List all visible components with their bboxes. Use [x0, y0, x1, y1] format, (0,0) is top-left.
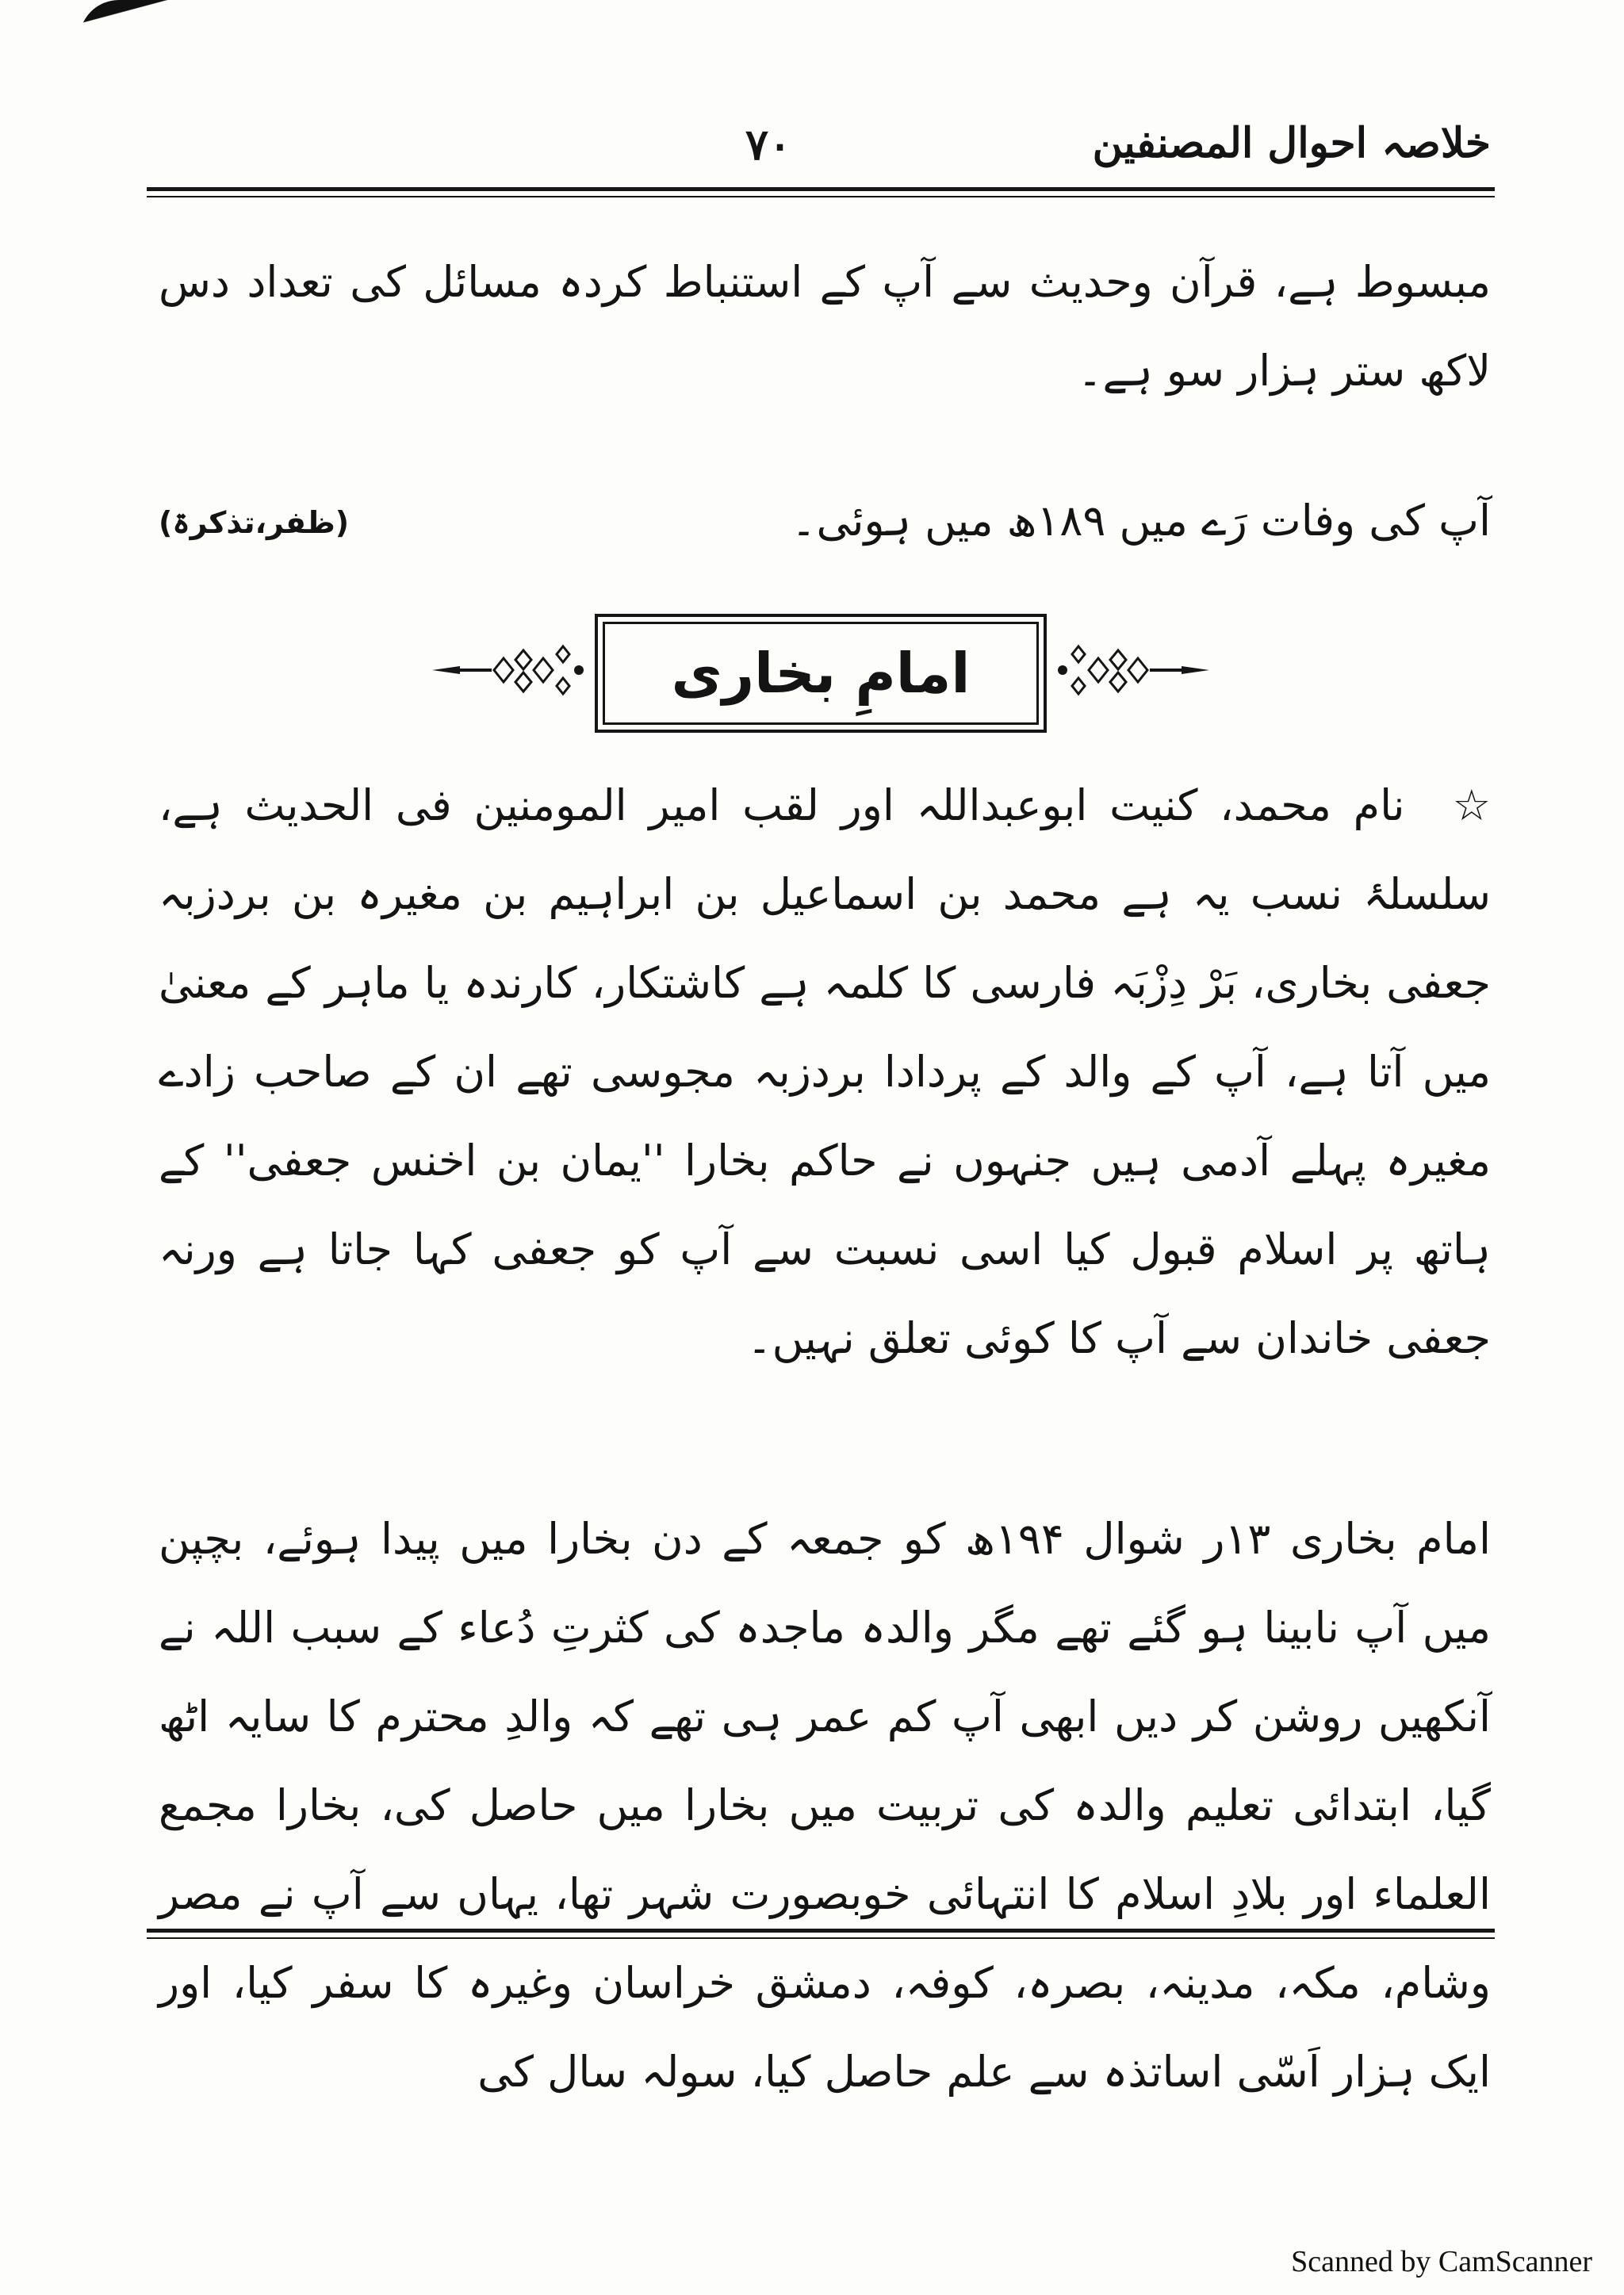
heading-title: امامِ بخاری	[671, 641, 971, 706]
page-header	[151, 119, 1491, 182]
heading-frame-inner	[603, 622, 1039, 725]
section-heading	[428, 603, 1221, 761]
page-number: ۷۰	[745, 119, 792, 170]
heading-frame	[595, 614, 1047, 733]
death-line	[159, 488, 1491, 567]
paragraph-masail: مبسوط ہے، قرآن وحدیث سے آپ کے استنباط کردہ مسائل کی تعداد دس لاکھ ستر ہزار سو ہے۔	[159, 257, 1491, 396]
scanner-watermark: Scanned by CamScanner	[1291, 2245, 1592, 2278]
ornament-right-icon	[1055, 634, 1213, 706]
running-title: خلاصہ احوال المصنفین	[1092, 119, 1491, 167]
source-citation: (ظفر،تذکرۃ)	[159, 505, 350, 540]
paragraph-wiladat: امام بخاری ۱۳ر شوال ۱۹۴ھ کو جمعہ کے دن بخارا میں پیدا ہوئے، بچپن میں آپ نابینا ہو گئے تھے مگر والدہ ماجدہ کی کثرتِ دُعاء کے سبب اللہ نے آنکھیں روشن کر دیں ابھی آپ کم عمر ہی تھے کہ والدِ محترم کا سایہ اٹھ گیا، ابتدائی تعلیم والدہ کی تربیت میں بخارا میں حاصل کی، بخارا مجمع العلماء اور بلادِ اسلام کا انتہائی خوبصورت شہر تھا، یہاں سے آپ نے مصر وشام، مکہ، مدینہ، بصرہ، کوفہ، دمشق خراسان وغیرہ کا سفر کیا، اور ایک ہزار اَسّی اساتذہ سے علم حاصل کیا، سولہ سال کی	[159, 1514, 1491, 2097]
death-date-text: آپ کی وفات رَے میں ۱۸۹ھ میں ہوئی۔	[791, 496, 1491, 546]
paragraph-nasab-text: نام محمد، کنیت ابوعبداللہ اور لقب امیر المومنین فی الحدیث ہے، سلسلۂ نسب یہ ہے محمد بن اسماعیل بن ابراہیم بن مغیرہ بن بردزبہ جعفی بخاری، بَرْ دِزْبَہ فارسی کا کلمہ ہے کاشتکار، کارندہ یا ماہر کے معنیٰ میں آتا ہے، آپ کے والد کے پردادا بردزبہ مجوسی تھے ان کے صاحب زادے مغیرہ پہلے آدمی ہیں جنہوں نے حاکم بخارا ''یمان بن اخنس جعفی'' کے ہاتھ پر اسلام قبول کیا اسی نسبت سے آپ کو جعفی کہا جاتا ہے ورنہ جعفی خاندان سے آپ کا کوئی تعلق نہیں۔	[159, 780, 1491, 1363]
paragraph-nasab	[159, 761, 1491, 1383]
header-rule-thin	[147, 196, 1495, 197]
footer-rule-thick	[147, 1929, 1495, 1933]
ornament-left-icon	[428, 634, 587, 706]
star-icon: ☆	[1452, 780, 1491, 830]
page-corner-shadow	[79, 0, 190, 48]
header-rule-thick	[147, 187, 1495, 191]
footer-rule-thin	[147, 1937, 1495, 1939]
